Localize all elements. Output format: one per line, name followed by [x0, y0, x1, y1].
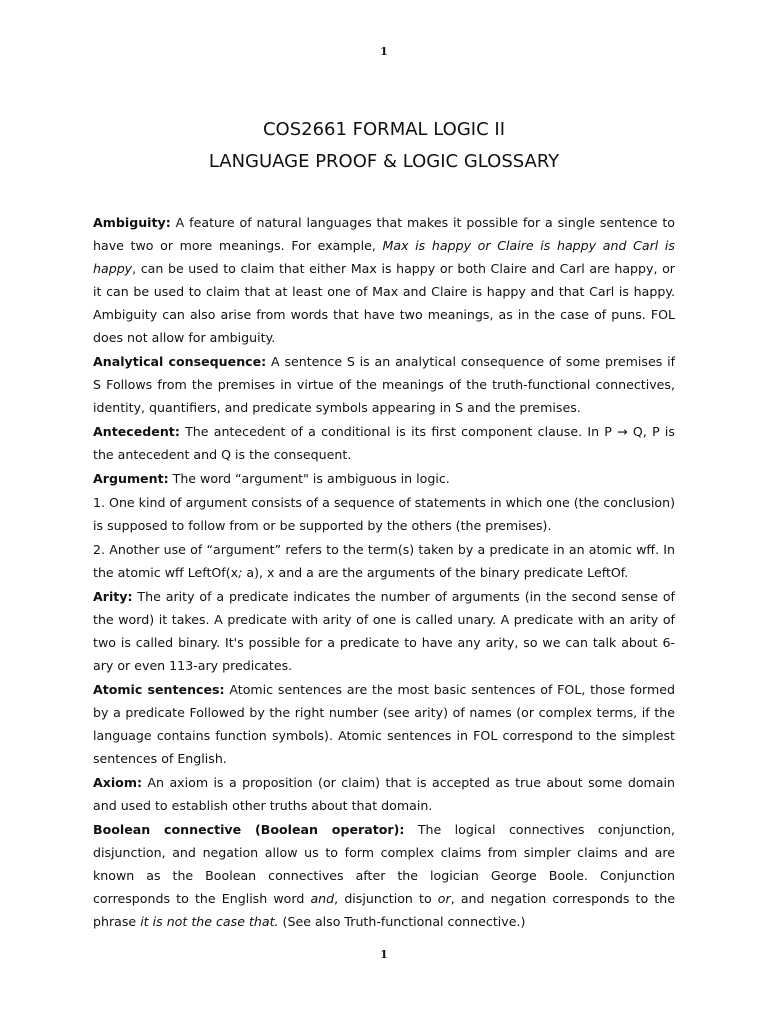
- definition-text: , disjunction to: [334, 891, 438, 906]
- page-number-bottom: 1: [380, 948, 388, 961]
- argument-point-2: [93, 538, 675, 584]
- definition-text: Atomic sentences are the most basic sentences of FOL, those formed by a predicate Followed by the right number (see arity) of names (or complex terms, if the language contains function symbols). Atomic sentences in FOL correspond to the simplest sentences of English.: [93, 682, 675, 766]
- term-arity: Arity:: [93, 589, 133, 604]
- definition-text: The logical connectives conjunction, disjunction, and negation allow us to form complex claims from simpler claims and are known as the Boolean connectives after the logician George Boole. Conjunction corresponds to the English word: [93, 822, 675, 906]
- separator-italic: ;: [238, 565, 243, 580]
- definition-text: 2. Another use of “argument” refers to the term(s) taken by a predicate in an atomic wff. In the atomic wff LeftOf(x: [93, 542, 675, 580]
- document-title: COS2661 FORMAL LOGIC II: [262, 119, 506, 140]
- definition-text: An axiom is a proposition (or claim) that is accepted as true about some domain and used to establish other truths about that domain.: [93, 775, 675, 813]
- definition-text: , can be used to claim that either Max is happy or both Claire and Carl are happy, or it can be used to claim that at least one of Max and Claire is happy and that Carl is happy. Ambiguity can also arise from words that have two meanings, as in the case of puns. FOL does not allow for ambiguity.: [93, 261, 675, 345]
- italic-word: and: [310, 891, 335, 906]
- definition-text: The word “argument" is ambiguous in logic.: [168, 471, 450, 486]
- definition-text: The antecedent of a conditional is its first component clause. In P → Q, P is the antecedent and Q is the consequent.: [93, 424, 675, 462]
- entry-analytical-consequence: [93, 350, 675, 419]
- term-ambiguity: Ambiguity:: [93, 215, 171, 230]
- definition-text: (See also Truth-functional connective.): [278, 914, 526, 929]
- term-argument: Argument:: [93, 471, 169, 486]
- entry-argument: [93, 467, 675, 490]
- italic-word: or: [437, 891, 451, 906]
- term-axiom: Axiom:: [93, 775, 142, 790]
- entry-antecedent: [93, 420, 675, 466]
- term-boolean-connective: Boolean connective (Boolean operator):: [93, 822, 405, 837]
- document-subtitle: LANGUAGE PROOF & LOGIC GLOSSARY: [208, 151, 560, 172]
- entry-atomic-sentences: [93, 678, 675, 770]
- definition-text: , and negation corresponds to the phrase: [93, 891, 675, 929]
- definition-text: A feature of natural languages that makes it possible for a single sentence to have two or more meanings. For example,: [93, 215, 675, 253]
- term-atomic-sentences: Atomic sentences:: [93, 682, 225, 697]
- example-sentence: Max is happy or Claire is happy and Carl is happy: [93, 238, 675, 276]
- term-antecedent: Antecedent:: [93, 424, 180, 439]
- definition-text: The arity of a predicate indicates the number of arguments (in the second sense of the word) it takes. A predicate with arity of one is called unary. A predicate with an arity of two is called binary. It's possible for a predicate to have any arity, so we can talk about 6-ary or even 113-ary predicates.: [93, 589, 675, 673]
- entry-ambiguity: [93, 211, 675, 349]
- glossary-body: [93, 211, 675, 933]
- entry-axiom: [93, 771, 675, 817]
- definition-text: A sentence S is an analytical consequence of some premises if S Follows from the premises in virtue of the meanings of the truth-functional connectives, identity, quantifiers, and predicate symbols appearing in S and the premises.: [93, 354, 675, 415]
- entry-arity: [93, 585, 675, 677]
- argument-point-1: 1. One kind of argument consists of a sequence of statements in which one (the conclusion) is supposed to follow from or be supported by the others (the premises).: [93, 495, 675, 533]
- definition-text: a), x and a are the arguments of the binary predicate LeftOf.: [242, 565, 629, 580]
- italic-phrase: it is not the case that.: [140, 914, 279, 929]
- page-number-top: 1: [380, 45, 388, 58]
- term-analytical-consequence: Analytical consequence:: [93, 354, 267, 369]
- entry-boolean-connective: [93, 818, 675, 933]
